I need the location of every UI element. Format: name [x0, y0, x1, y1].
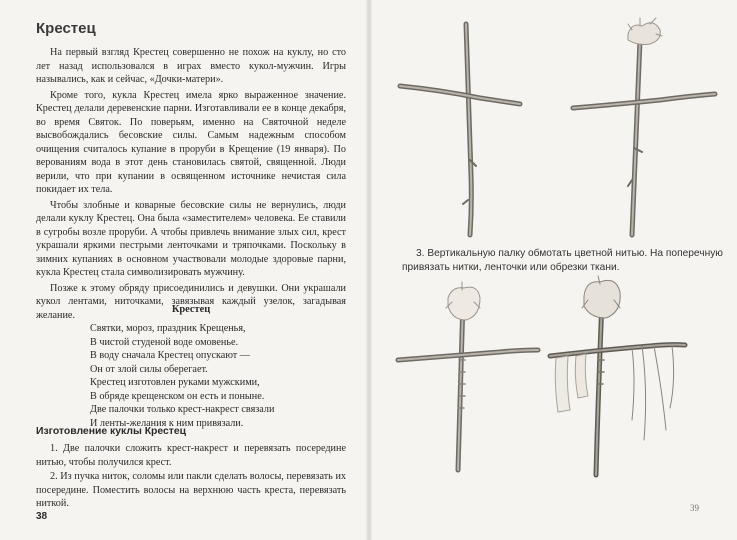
instruction-step: 2. Из пучка ниток, соломы или пакли сделать волосы, перевязать их посередине. Поместить волосы на верхнюю часть креста, перевязать ниткой. — [36, 471, 346, 509]
caption-text: 3. Вертикальную палку обмотать цветной нитью. На поперечную привязать нитки, ленточки или обрезки ткани. — [402, 248, 723, 273]
poem-line: В воду сначала Крестец опускают — — [90, 350, 250, 361]
paragraph: Кроме того, кукла Крестец имела ярко выраженное значение. Крестец делали деревенские парни. Изготавливали ее в конце декабря, во время Святок. По поверьям, именно на Святочной неделе высвобождались бесовские силы. Самым надежным способом очищения считалось купание в проруби в Крещение (19 января). По верованиям вода в этот день становилась святой, священной. Люди верили, что при купании в освященном источнике нечистая сила покидает их тела. — [36, 89, 346, 195]
section-heading: Изготовление куклы Крестец — [36, 426, 187, 437]
poem-line: Две палочки только крест-накрест связали — [90, 404, 275, 415]
poem-line: В чистой студеной воде омовенье. — [90, 336, 239, 348]
stick-cross-photo — [400, 24, 520, 235]
paragraph: Позже к этому обряду присоединились и девушки. Они украшали кукол лентами, ниточками, завязывая каждый узелок, загадывая желание. — [36, 282, 346, 321]
article-body — [36, 46, 346, 324]
poem-line: И ленты-желания к ним привязали. — [90, 417, 244, 429]
page-number: 39 — [690, 503, 699, 513]
poem-line: Крестец изготовлен руками мужскими, — [90, 377, 260, 388]
page-title: Крестец — [36, 20, 96, 37]
paragraph: На первый взгляд Крестец совершенно не похож на куклу, но сто лет назад использовался в играх вместо кукол-мужчин. Игры назывались, как и сейчас, «Дочки-матери». — [36, 47, 346, 85]
page-number: 38 — [36, 511, 48, 522]
poem-title: Крестец — [171, 304, 211, 315]
instruction-steps — [36, 442, 346, 512]
poem-line: В обряде крещенском он есть и поныне. — [90, 390, 265, 402]
poem-line: Святки, мороз, праздник Крещенья, — [90, 323, 246, 334]
cross-wrapped-photo — [398, 282, 538, 470]
instruction-step: 1. Две палочки сложить крест-накрест и перевязать посередине нитью, чтобы получился крест. — [36, 443, 346, 468]
right-page — [370, 0, 737, 540]
poem-line: Он от злой силы оберегает. — [90, 363, 208, 375]
cross-with-hair-photo — [573, 18, 715, 235]
paragraph: Чтобы злобные и коварные бесовские силы не вернулись, люди делали куклу Крестец. Она была «заместителем» человека. Ее ставили в сугробы возле проруби. А чтобы привлечь внимание злых сил, крест украшали яркими пестрыми ленточками и тряпочками. Поскольку в зимних купаниях в основном участвовали молодые здоровые парни, кукла Крестец стала символизировать мужчину. — [36, 199, 346, 278]
poem — [90, 322, 330, 430]
decorated-cross-photo — [550, 276, 685, 475]
figure-caption — [402, 247, 732, 275]
